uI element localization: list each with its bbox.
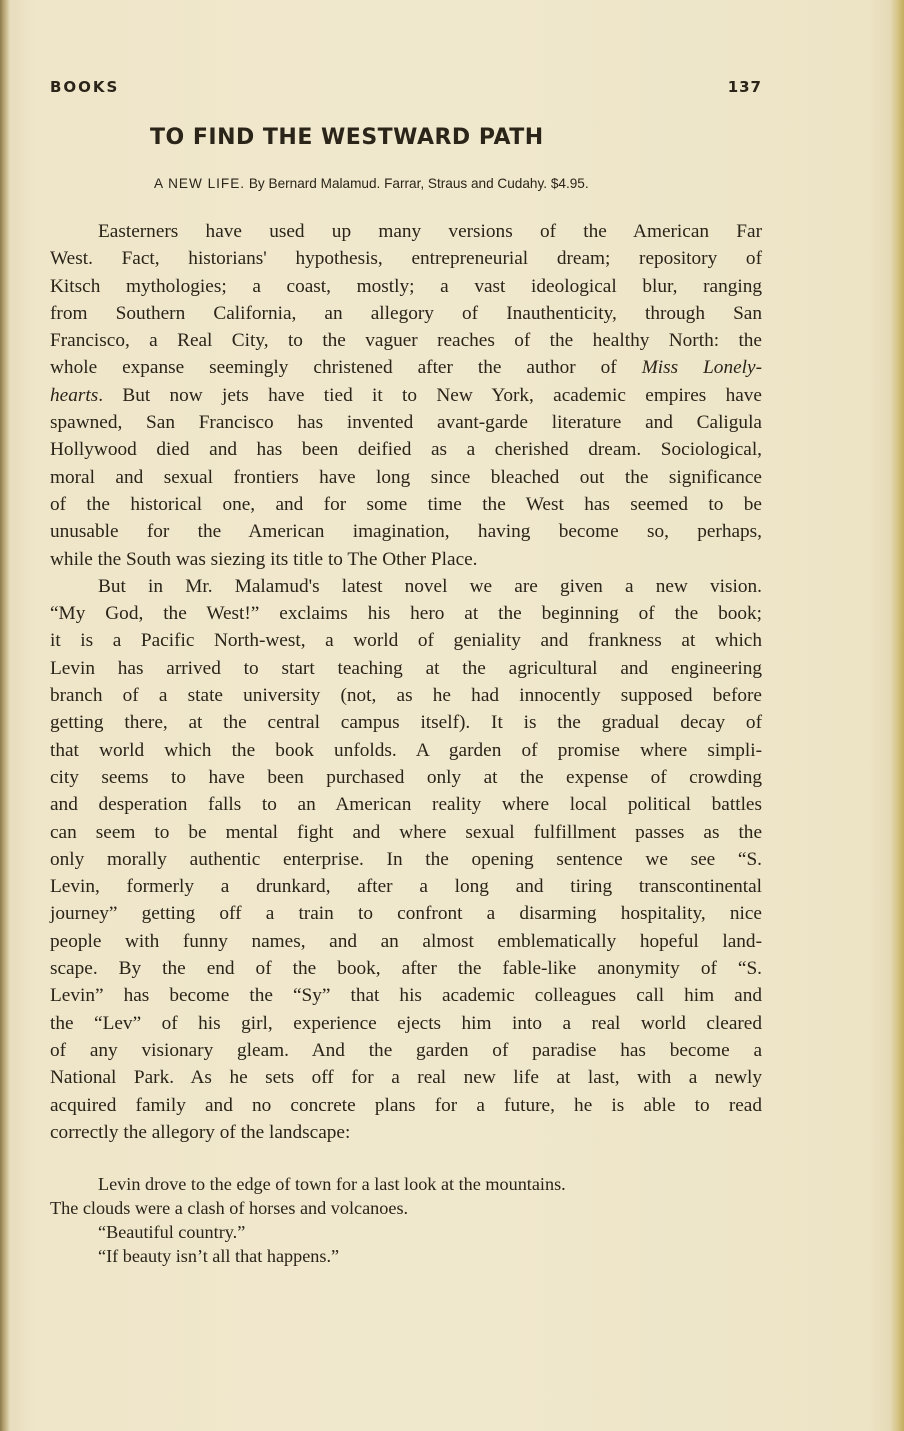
text-run: Levin, formerly a drunkard, after a long and tiring transcontinental [50, 876, 762, 898]
body-line [50, 819, 762, 846]
body-line [50, 1037, 762, 1064]
body-line [50, 573, 762, 600]
quote-line: The clouds were a clash of horses and volcanoes. [50, 1198, 409, 1218]
text-run: getting there, at the central campus itself). It is the gradual decay of [50, 712, 762, 734]
body-line [50, 546, 762, 573]
body-line [50, 1092, 762, 1119]
text-run: the “Lev” of his girl, experience ejects him into a real world cleared [50, 1012, 762, 1034]
body-line [50, 300, 762, 327]
page-binding-edge-left [0, 0, 10, 1431]
article-body [50, 218, 762, 1146]
text-run: can seem to be mental fight and where sexual fulfillment passes as the [50, 821, 762, 843]
body-line [50, 354, 762, 381]
body-line [50, 982, 762, 1009]
article-title: TO FIND THE WESTWARD PATH [150, 125, 544, 150]
body-line [50, 382, 762, 409]
text-run: it is a Pacific North-west, a world of geniality and frankness at which [50, 630, 762, 652]
text-run: Hollywood died and has been deified as a cherished dream. Sociological, [50, 439, 762, 461]
body-line [50, 1119, 762, 1146]
text-run: that world which the book unfolds. A garden of promise where simpli- [50, 739, 762, 761]
text-run: Levin” has become the “Sy” that his academic colleagues call him and [50, 985, 762, 1007]
text-run: moral and sexual frontiers have long since bleached out the significance [50, 466, 762, 488]
block-quote [50, 1172, 770, 1268]
text-run: West. Fact, historians' hypothesis, entrepreneurial dream; repository of [50, 248, 762, 270]
text-run: Kitsch mythologies; a coast, mostly; a vast ideological blur, ranging [50, 275, 762, 297]
body-line [50, 900, 762, 927]
cited-book-title: A NEW LIFE. [154, 176, 246, 191]
text-run: “My God, the West!” exclaims his hero at the beginning of the book; [50, 603, 762, 625]
body-line [50, 600, 762, 627]
body-line [50, 791, 762, 818]
body-line [50, 518, 762, 545]
text-run: while the South was siezing its title to The Other Place. [50, 548, 478, 570]
text-run: . But now jets have tied it to New York, academic empires have [98, 384, 762, 406]
text-run: acquired family and no concrete plans for a future, he is able to read [50, 1094, 762, 1116]
body-line [50, 928, 762, 955]
text-run: branch of a state university (not, as he had innocently supposed before [50, 685, 762, 707]
body-line [50, 709, 762, 736]
quote-line: Levin drove to the edge of town for a last look at the mountains. [98, 1174, 566, 1194]
text-run: city seems to have been purchased only at the expense of crowding [50, 766, 762, 788]
text-run: But in Mr. Malamud's latest novel we are given a new vision. [98, 575, 762, 597]
body-line [50, 409, 762, 436]
text-run: from Southern California, an allegory of Inauthenticity, through San [50, 302, 762, 324]
body-line [50, 955, 762, 982]
body-line [50, 218, 762, 245]
body-line [50, 764, 762, 791]
body-line [50, 655, 762, 682]
body-line [50, 491, 762, 518]
text-run: only morally authentic enterprise. In the opening sentence we see “S. [50, 848, 762, 870]
text-run: people with funny names, and an almost emblematically hopeful land- [50, 930, 762, 952]
text-run: Francisco, a Real City, to the vaguer reaches of the healthy North: the [50, 330, 762, 352]
body-line [50, 464, 762, 491]
text-run: of the historical one, and for some time the West has seemed to be [50, 493, 762, 515]
quote-line: “If beauty isn’t all that happens.” [98, 1246, 340, 1266]
body-line [50, 1010, 762, 1037]
body-line [50, 873, 762, 900]
book-citation [154, 176, 764, 191]
body-line [50, 682, 762, 709]
text-run: and desperation falls to an American reality where local political battles [50, 794, 762, 816]
text-run: of any visionary gleam. And the garden of paradise has become a [50, 1039, 762, 1061]
text-run: journey” getting off a train to confront a disarming hospitality, nice [50, 903, 762, 925]
text-run: whole expanse seemingly christened after the author of [50, 357, 642, 379]
text-run: scape. By the end of the book, after the fable-like anonymity of “S. [50, 958, 762, 980]
body-line [50, 273, 762, 300]
text-run: National Park. As he sets off for a real new life at last, with a newly [50, 1067, 762, 1089]
text-run: Easterners have used up many versions of the American Far [98, 221, 762, 242]
body-line [50, 436, 762, 463]
body-line [50, 245, 762, 272]
section-label: BOOKS [50, 78, 120, 96]
text-run: unusable for the American imagination, having become so, perhaps, [50, 521, 762, 543]
text-run: correctly the allegory of the landscape: [50, 1121, 351, 1143]
text-run: Levin has arrived to start teaching at the agricultural and engineering [50, 657, 762, 679]
quote-line: “Beautiful country.” [98, 1222, 246, 1242]
body-line [50, 846, 762, 873]
running-head [50, 78, 762, 98]
cited-book-details: By Bernard Malamud. Farrar, Straus and Cudahy. $4.95. [248, 176, 589, 191]
italic-text: Miss Lonely- [641, 357, 762, 379]
page-binding-edge-right [890, 0, 904, 1431]
page-number: 137 [727, 78, 762, 96]
body-line [50, 627, 762, 654]
body-line [50, 1064, 762, 1091]
body-line [50, 737, 762, 764]
italic-text: hearts [50, 384, 99, 406]
body-line [50, 327, 762, 354]
text-run: spawned, San Francisco has invented avant-garde literature and Caligula [50, 412, 762, 434]
